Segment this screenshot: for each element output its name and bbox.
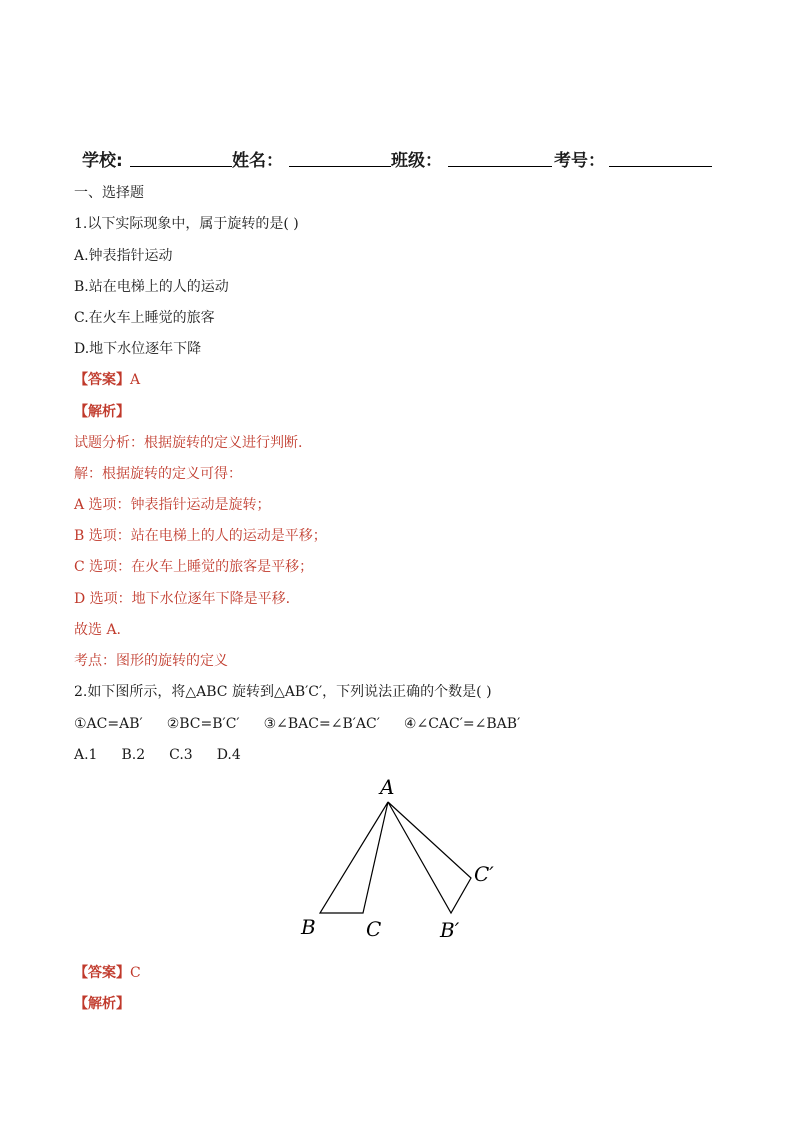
vertex-label-c: C	[366, 917, 382, 941]
q1-analysis-line: C 选项：在火车上睡觉的旅客是平移；	[74, 559, 314, 575]
q2-statements	[74, 715, 520, 733]
triangle-abc	[320, 802, 388, 913]
vertex-label-b-prime: B′	[440, 918, 460, 942]
q1-answer-label: 【答案】	[74, 372, 130, 388]
q1-analysis-line: D 选项：地下水位逐年下降是平移.	[74, 591, 291, 607]
q1-stem: 1.以下实际现象中，属于旋转的是( )	[74, 216, 299, 232]
q2-choice: B.2	[121, 747, 146, 763]
rotation-triangle-figure	[296, 772, 506, 948]
student-info-header	[82, 146, 722, 170]
q2-choice: C.3	[169, 747, 193, 763]
q1-answer-value: A	[130, 372, 141, 388]
q2-answer-value: C	[130, 965, 141, 981]
q1-analysis-line: 考点：图形的旋转的定义	[74, 653, 228, 669]
q1-option-b: B.站在电梯上的人的运动	[74, 279, 229, 295]
school-label: 学校:	[82, 151, 123, 171]
name-label: 姓名：	[232, 151, 283, 171]
q2-choices	[74, 746, 241, 764]
triangle-ab-prime-c-prime	[388, 802, 471, 913]
exam-no-label: 考号：	[554, 151, 605, 171]
class-label: 班级：	[391, 151, 442, 171]
exam-no-blank	[609, 166, 712, 167]
name-blank	[289, 166, 391, 167]
q2-answer-label: 【答案】	[74, 965, 130, 981]
q1-analysis-line: 解：根据旋转的定义可得：	[74, 466, 242, 482]
q1-analysis-line: B 选项：站在电梯上的人的运动是平移；	[74, 528, 327, 544]
q1-analysis-label: 【解析】	[74, 404, 130, 420]
q1-option-d: D.地下水位逐年下降	[74, 341, 202, 357]
q2-choice: A.1	[74, 747, 98, 763]
q2-statement: ①AC=AB′	[74, 716, 143, 732]
vertex-label-a: A	[380, 775, 395, 799]
q2-answer	[74, 964, 141, 982]
section-title: 一、选择题	[74, 185, 144, 201]
q2-statement: ④∠CAC′=∠BAB′	[403, 716, 521, 732]
class-blank	[448, 166, 552, 167]
q2-statement: ③∠BAC=∠B′AC′	[263, 716, 380, 732]
q1-option-a: A.钟表指针运动	[74, 248, 173, 264]
q1-option-c: C.在火车上睡觉的旅客	[74, 310, 215, 326]
triangle-diagram	[296, 772, 506, 948]
q1-answer	[74, 371, 140, 389]
q1-analysis-line: 试题分析：根据旋转的定义进行判断.	[74, 435, 303, 451]
q2-analysis-label: 【解析】	[74, 996, 130, 1012]
q2-statement: ②BC=B′C′	[166, 716, 240, 732]
q2-choice: D.4	[216, 747, 241, 763]
vertex-label-c-prime: C′	[474, 862, 494, 886]
q1-analysis-line: A 选项：钟表指针运动是旋转；	[74, 497, 271, 513]
school-blank	[130, 166, 232, 167]
q1-analysis-line: 故选 A.	[74, 622, 122, 638]
vertex-label-b: B	[301, 915, 316, 939]
q2-stem: 2.如下图所示，将△ABC 旋转到△AB′C′，下列说法正确的个数是( )	[74, 684, 492, 700]
